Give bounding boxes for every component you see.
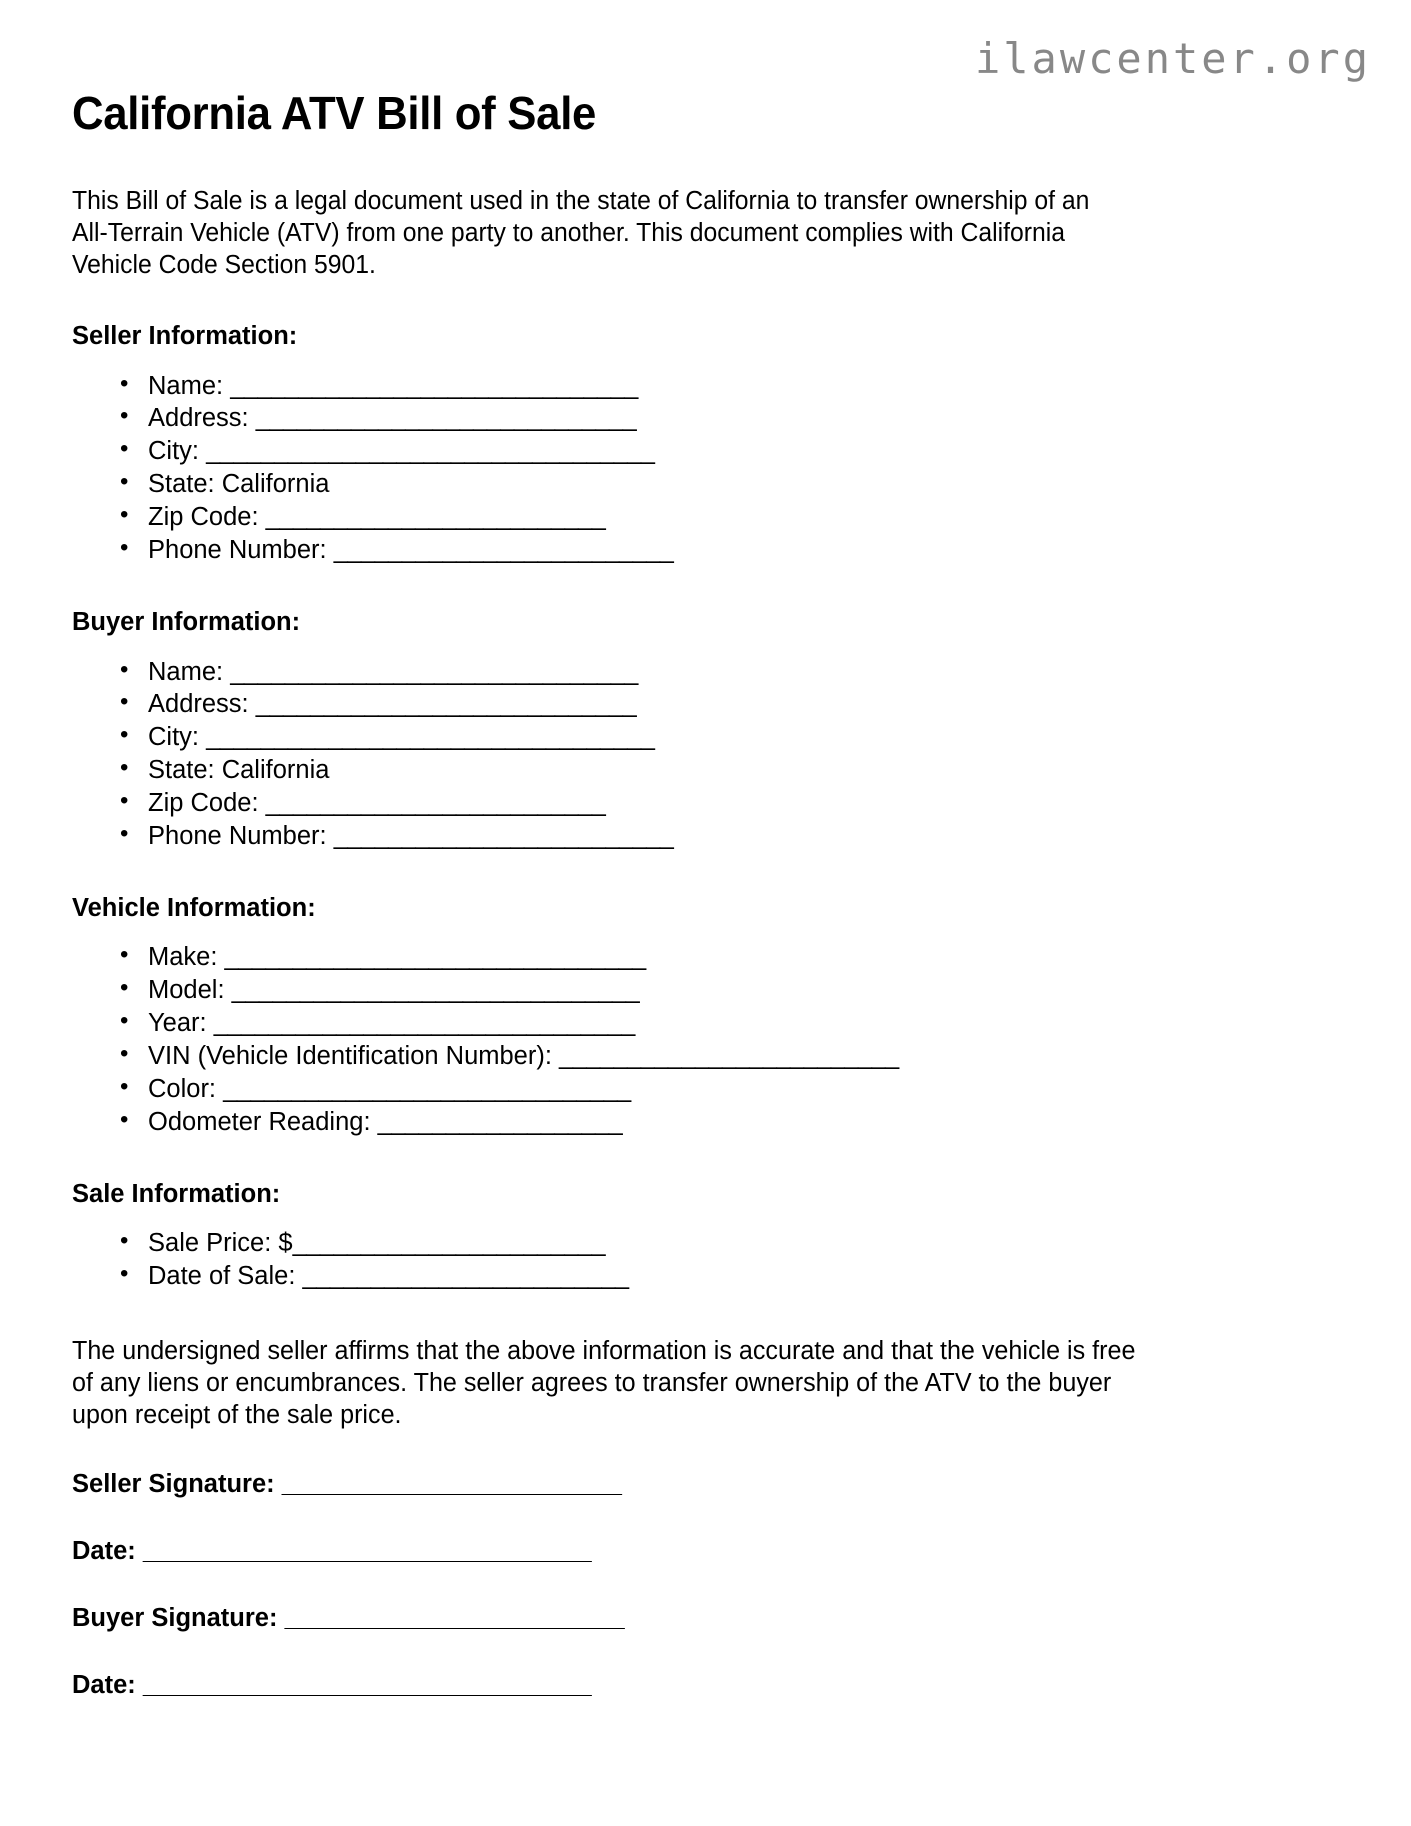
- field-blank[interactable]: ______________________________: [231, 976, 640, 1005]
- field-blank[interactable]: ____________________________: [255, 404, 637, 433]
- list-item: [148, 1073, 1339, 1106]
- list-item: [148, 501, 1339, 534]
- field-blank[interactable]: _________________________________: [142, 1670, 592, 1699]
- field-label: Date:: [72, 1670, 136, 1699]
- list-item: [148, 787, 1339, 820]
- seller-signature-line: [72, 1470, 1339, 1499]
- list-item: [148, 656, 1339, 689]
- field-label: State: California: [148, 756, 330, 785]
- field-label: Address:: [148, 690, 249, 719]
- field-label: Phone Number:: [148, 821, 327, 850]
- field-label: Odometer Reading:: [148, 1107, 371, 1136]
- intro-paragraph: This Bill of Sale is a legal document used in the state of California to transfer ownership of an All-Terrain Vehicle (ATV) from one party to another. This document complies with California Vehicle Code Section 5901.: [72, 186, 1090, 279]
- field-list-vehicle: [72, 941, 1339, 1138]
- field-label: Model:: [148, 976, 225, 1005]
- field-blank[interactable]: ______________________________: [223, 1075, 631, 1103]
- field-blank[interactable]: _______________________________: [224, 943, 646, 972]
- list-item: [148, 974, 1339, 1007]
- field-label: Address:: [148, 404, 249, 433]
- field-label: City:: [148, 437, 199, 466]
- field-blank[interactable]: _________________________: [265, 503, 606, 532]
- field-blank[interactable]: _________________________: [284, 1603, 625, 1632]
- field-blank[interactable]: _______________________: [292, 1229, 605, 1258]
- list-item: [148, 1106, 1339, 1139]
- field-label: Color:: [148, 1075, 217, 1103]
- field-blank[interactable]: _________________________: [333, 821, 674, 850]
- field-list-sale: [72, 1227, 1339, 1293]
- field-label: Date of Sale:: [148, 1262, 296, 1291]
- field-label: Phone Number:: [148, 536, 327, 565]
- field-label: VIN (Vehicle Identification Number):: [148, 1042, 552, 1071]
- field-label: Date:: [72, 1536, 136, 1565]
- field-blank[interactable]: _________________________: [281, 1469, 622, 1498]
- list-item: [148, 820, 1339, 853]
- seller-date-line: [72, 1537, 1339, 1566]
- field-blank[interactable]: ____________________________: [255, 690, 637, 719]
- section-heading-vehicle: Vehicle Information:: [72, 893, 316, 922]
- field-list-buyer: [72, 656, 1339, 853]
- list-item: [148, 468, 1339, 501]
- field-blank[interactable]: ______________________________: [230, 657, 638, 686]
- field-blank[interactable]: __________________: [377, 1107, 623, 1136]
- field-label: Zip Code:: [148, 789, 259, 818]
- site-watermark: ilawcenter.org: [974, 34, 1371, 83]
- field-label: Year:: [148, 1009, 207, 1038]
- field-label: State: California: [148, 470, 330, 499]
- field-blank[interactable]: _________________________: [559, 1042, 899, 1071]
- list-item: [148, 534, 1339, 567]
- section-heading-buyer: Buyer Information:: [72, 607, 301, 636]
- field-label: City:: [148, 723, 199, 752]
- list-item: [148, 1040, 1339, 1073]
- list-item: [148, 402, 1339, 435]
- field-blank[interactable]: ______________________________: [230, 371, 638, 400]
- field-blank[interactable]: _________________________: [333, 536, 674, 565]
- list-item: [148, 1260, 1339, 1293]
- buyer-date-line: [72, 1671, 1339, 1700]
- field-label: Name:: [148, 371, 224, 400]
- list-item: [148, 1007, 1339, 1040]
- affirmation-paragraph: The undersigned seller affirms that the above information is accurate and that the vehicle is free of any liens or encumbrances. The seller agrees to transfer ownership of the ATV to the buyer upon receipt of the sale price.: [72, 1337, 1136, 1430]
- field-blank[interactable]: _________________________________: [142, 1536, 592, 1565]
- list-item: [148, 688, 1339, 721]
- section-heading-sale: Sale Information:: [72, 1179, 281, 1208]
- list-item: [148, 435, 1339, 468]
- buyer-signature-line: [72, 1604, 1339, 1633]
- field-blank[interactable]: _________________________: [265, 789, 606, 818]
- list-item: [148, 754, 1339, 787]
- field-label: Make:: [148, 943, 218, 972]
- section-heading-seller: Seller Information:: [72, 321, 298, 350]
- field-list-seller: [72, 370, 1339, 567]
- page-title: California ATV Bill of Sale: [72, 87, 597, 139]
- list-item: [148, 721, 1339, 754]
- field-blank[interactable]: _________________________________: [206, 437, 655, 466]
- field-label: Name:: [148, 657, 224, 686]
- list-item: [148, 370, 1339, 403]
- field-label: Zip Code:: [148, 503, 259, 532]
- field-label: Seller Signature:: [72, 1469, 275, 1498]
- field-label: Buyer Signature:: [72, 1603, 278, 1632]
- field-label: Sale Price: $: [148, 1229, 293, 1258]
- field-blank[interactable]: _______________________________: [213, 1009, 635, 1038]
- list-item: [148, 1227, 1339, 1260]
- field-blank[interactable]: _________________________________: [206, 723, 655, 752]
- list-item: [148, 941, 1339, 974]
- field-blank[interactable]: ________________________: [302, 1262, 629, 1291]
